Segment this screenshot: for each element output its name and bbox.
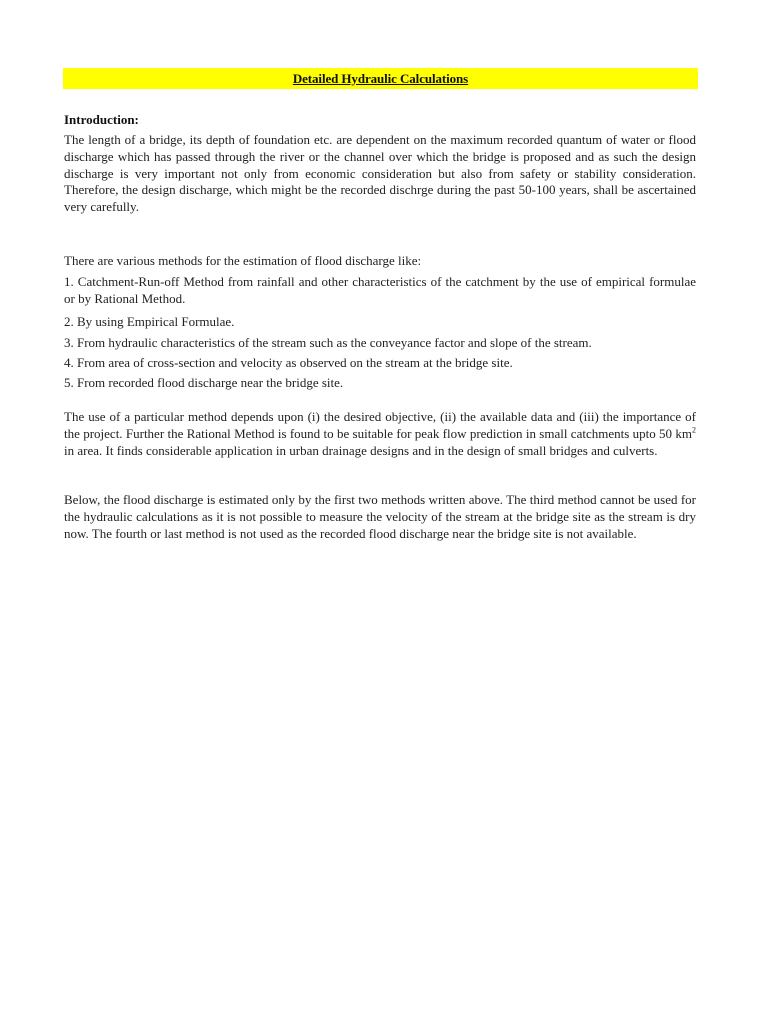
document-title: Detailed Hydraulic Calculations [292,71,469,86]
method-item-5: 5. From recorded flood discharge near the bridge site. [64,375,344,391]
title-highlight-band [63,68,698,89]
introduction-heading: Introduction: [64,112,139,127]
method-item-1: 1. Catchment-Run-off Method from rainfall and other characteristics of the catchment by the use of empirical formulae or by Rational Method. [64,273,696,306]
method-selection-text-end: in area. It finds considerable application in urban drainage designs and in the design of small bridges and culverts. [64,442,658,458]
method-item-4: 4. From area of cross-section and velocity as observed on the stream at the bridge site. [64,354,513,370]
methods-used-paragraph: Below, the flood discharge is estimated only by the first two methods written above. The third method cannot be used for the hydraulic calculations as it is not possible to measure the velocity of the stream at the bridge site as the stream is dry now. The fourth or last method is not used as the recorded flood discharge near the bridge site is not available. [64,492,696,542]
method-item-2: 2. By using Empirical Formulae. [64,314,235,330]
km-squared-superscript: 2 [692,425,696,435]
introduction-paragraph: The length of a bridge, its depth of foundation etc. are dependent on the maximum recorded quantum of water or flood discharge which has passed through the river or the channel over which the bridge is proposed and as such the design discharge is very important not only from economic consideration but also from safety or stability consideration. Therefore, the design discharge, which might be the recorded dischrge during the past 50-100 years, shall be ascertained very carefully. [64,132,696,215]
method-item-3: 3. From hydraulic characteristics of the stream such as the conveyance factor and slope of the stream. [64,334,592,350]
methods-list [64,274,696,392]
method-selection-text-start: The use of a particular method depends upon (i) the desired objective, (ii) the available data and (iii) the importance of the project. Further the Rational Method is found to be suitable for peak flow prediction in small catchments upto 50 km [64,409,696,441]
method-selection-paragraph [64,409,696,459]
document-body [64,111,696,543]
methods-intro-text: There are various methods for the estimation of flood discharge like: [64,252,422,268]
